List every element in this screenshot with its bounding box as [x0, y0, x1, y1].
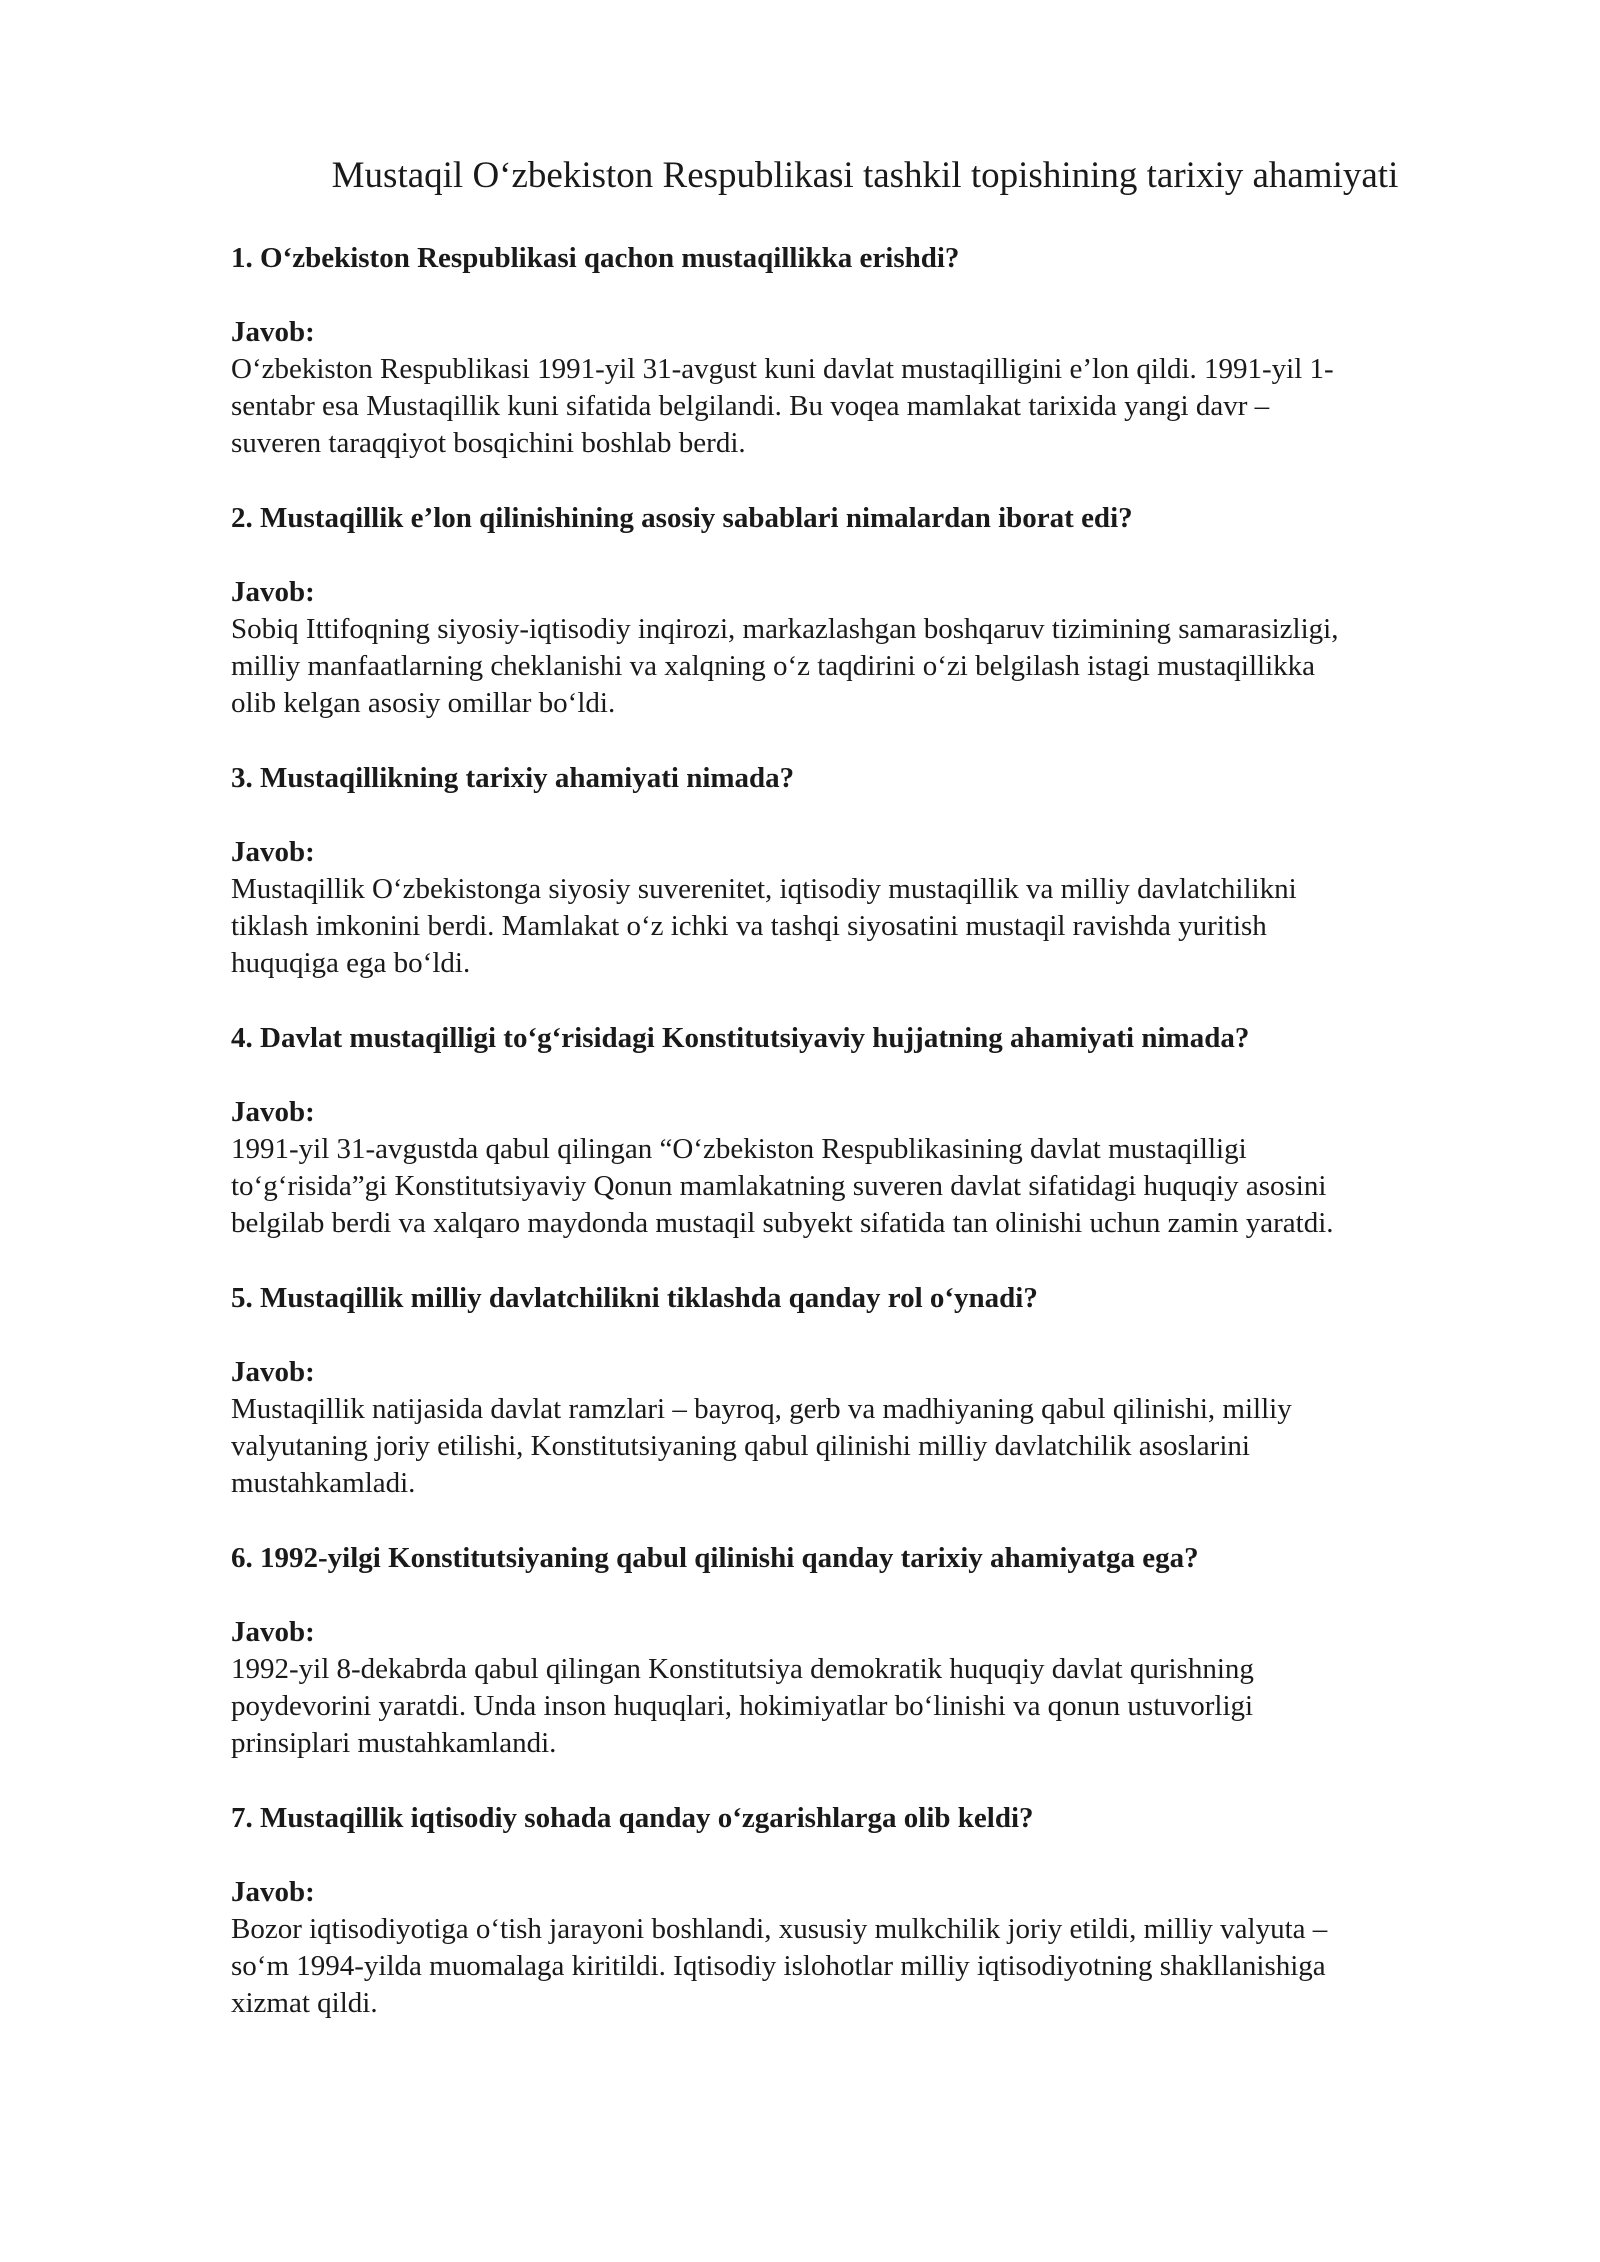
answer-1 [231, 351, 1471, 462]
qa-item-1 [231, 240, 1471, 462]
answer-3 [231, 871, 1471, 982]
answer-label-4: Javob: [231, 1096, 315, 1128]
answer-label-7: Javob: [231, 1876, 315, 1908]
answer-2 [231, 611, 1471, 722]
question-7: 7. Mustaqillik iqtisodiy sohada qanday o‘zgarishlarga olib keldi? [231, 1802, 1034, 1834]
answer-line: Sobiq Ittifoqning siyosiy-iqtisodiy inqirozi, markazlashgan boshqaruv tizimining samarasizligi, [231, 613, 1339, 645]
qa-item-6 [231, 1540, 1471, 1762]
answer-label-3: Javob: [231, 836, 315, 868]
answer-line: huquqiga ega bo‘ldi. [231, 947, 471, 979]
answer-line: milliy manfaatlarning cheklanishi va xalqning o‘z taqdirini o‘zi belgilash istagi mustaqillikka [231, 650, 1316, 682]
answer-label-1: Javob: [231, 316, 315, 348]
answer-line: to‘g‘risida”gi Konstitutsiyaviy Qonun mamlakatning suveren davlat sifatidagi huquqiy asosini [231, 1170, 1327, 1202]
answer-line: tiklash imkonini berdi. Mamlakat o‘z ichki va tashqi siyosatini mustaqil ravishda yuritish [231, 910, 1267, 942]
qa-item-7 [231, 1800, 1471, 2022]
answer-line: suveren taraqqiyot bosqichini boshlab berdi. [231, 427, 746, 459]
answer-line: O‘zbekiston Respublikasi 1991-yil 31-avgust kuni davlat mustaqilligini e’lon qildi. 1991-yil 1- [231, 353, 1334, 385]
answer-line: 1991-yil 31-avgustda qabul qilingan “O‘zbekiston Respublikasining davlat mustaqilligi [231, 1133, 1247, 1165]
qa-list [231, 240, 1471, 2060]
question-1: 1. O‘zbekiston Respublikasi qachon mustaqillikka erishdi? [231, 242, 960, 274]
qa-item-5 [231, 1280, 1471, 1502]
qa-item-2 [231, 500, 1471, 722]
question-5: 5. Mustaqillik milliy davlatchilikni tiklashda qanday rol o‘ynadi? [231, 1282, 1038, 1314]
answer-7 [231, 1911, 1471, 2022]
answer-line: mustahkamladi. [231, 1467, 416, 1499]
answer-line: Mustaqillik natijasida davlat ramzlari – bayroq, gerb va madhiyaning qabul qilinishi, milliy [231, 1393, 1292, 1425]
qa-item-4 [231, 1020, 1471, 1242]
answer-line: 1992-yil 8-dekabrda qabul qilingan Konstitutsiya demokratik huquqiy davlat qurishning [231, 1653, 1254, 1685]
answer-label-2: Javob: [231, 576, 315, 608]
answer-label-6: Javob: [231, 1616, 315, 1648]
answer-line: Mustaqillik O‘zbekistonga siyosiy suverenitet, iqtisodiy mustaqillik va milliy davlatchilikni [231, 873, 1297, 905]
question-4: 4. Davlat mustaqilligi to‘g‘risidagi Konstitutsiyaviy hujjatning ahamiyati nimada? [231, 1022, 1250, 1054]
answer-6 [231, 1651, 1471, 1762]
question-6: 6. 1992-yilgi Konstitutsiyaning qabul qilinishi qanday tarixiy ahamiyatga ega? [231, 1542, 1199, 1574]
answer-label-5: Javob: [231, 1356, 315, 1388]
answer-line: prinsiplari mustahkamlandi. [231, 1727, 557, 1759]
qa-item-3 [231, 760, 1471, 982]
answer-line: valyutaning joriy etilishi, Konstitutsiyaning qabul qilinishi milliy davlatchilik asoslarini [231, 1430, 1250, 1462]
question-3: 3. Mustaqillikning tarixiy ahamiyati nimada? [231, 762, 795, 794]
document-title: Mustaqil O‘zbekiston Respublikasi tashkil topishining tarixiy ahamiyati [331, 155, 1399, 196]
answer-line: olib kelgan asosiy omillar bo‘ldi. [231, 687, 616, 719]
answer-4 [231, 1131, 1471, 1242]
answer-line: so‘m 1994-yilda muomalaga kiritildi. Iqtisodiy islohotlar milliy iqtisodiyotning shakllanishiga [231, 1950, 1326, 1982]
answer-line: poydevorini yaratdi. Unda inson huquqlari, hokimiyatlar bo‘linishi va qonun ustuvorligi [231, 1690, 1254, 1722]
answer-5 [231, 1391, 1471, 1502]
answer-line: sentabr esa Mustaqillik kuni sifatida belgilandi. Bu voqea mamlakat tarixida yangi davr – [231, 390, 1270, 422]
answer-line: Bozor iqtisodiyotiga o‘tish jarayoni boshlandi, xususiy mulkchilik joriy etildi, milliy valyuta – [231, 1913, 1328, 1945]
question-2: 2. Mustaqillik e’lon qilinishining asosiy sabablari nimalardan iborat edi? [231, 502, 1133, 534]
answer-line: belgilab berdi va xalqaro maydonda mustaqil subyekt sifatida tan olinishi uchun zamin yaratdi. [231, 1207, 1334, 1239]
answer-line: xizmat qildi. [231, 1987, 378, 2019]
